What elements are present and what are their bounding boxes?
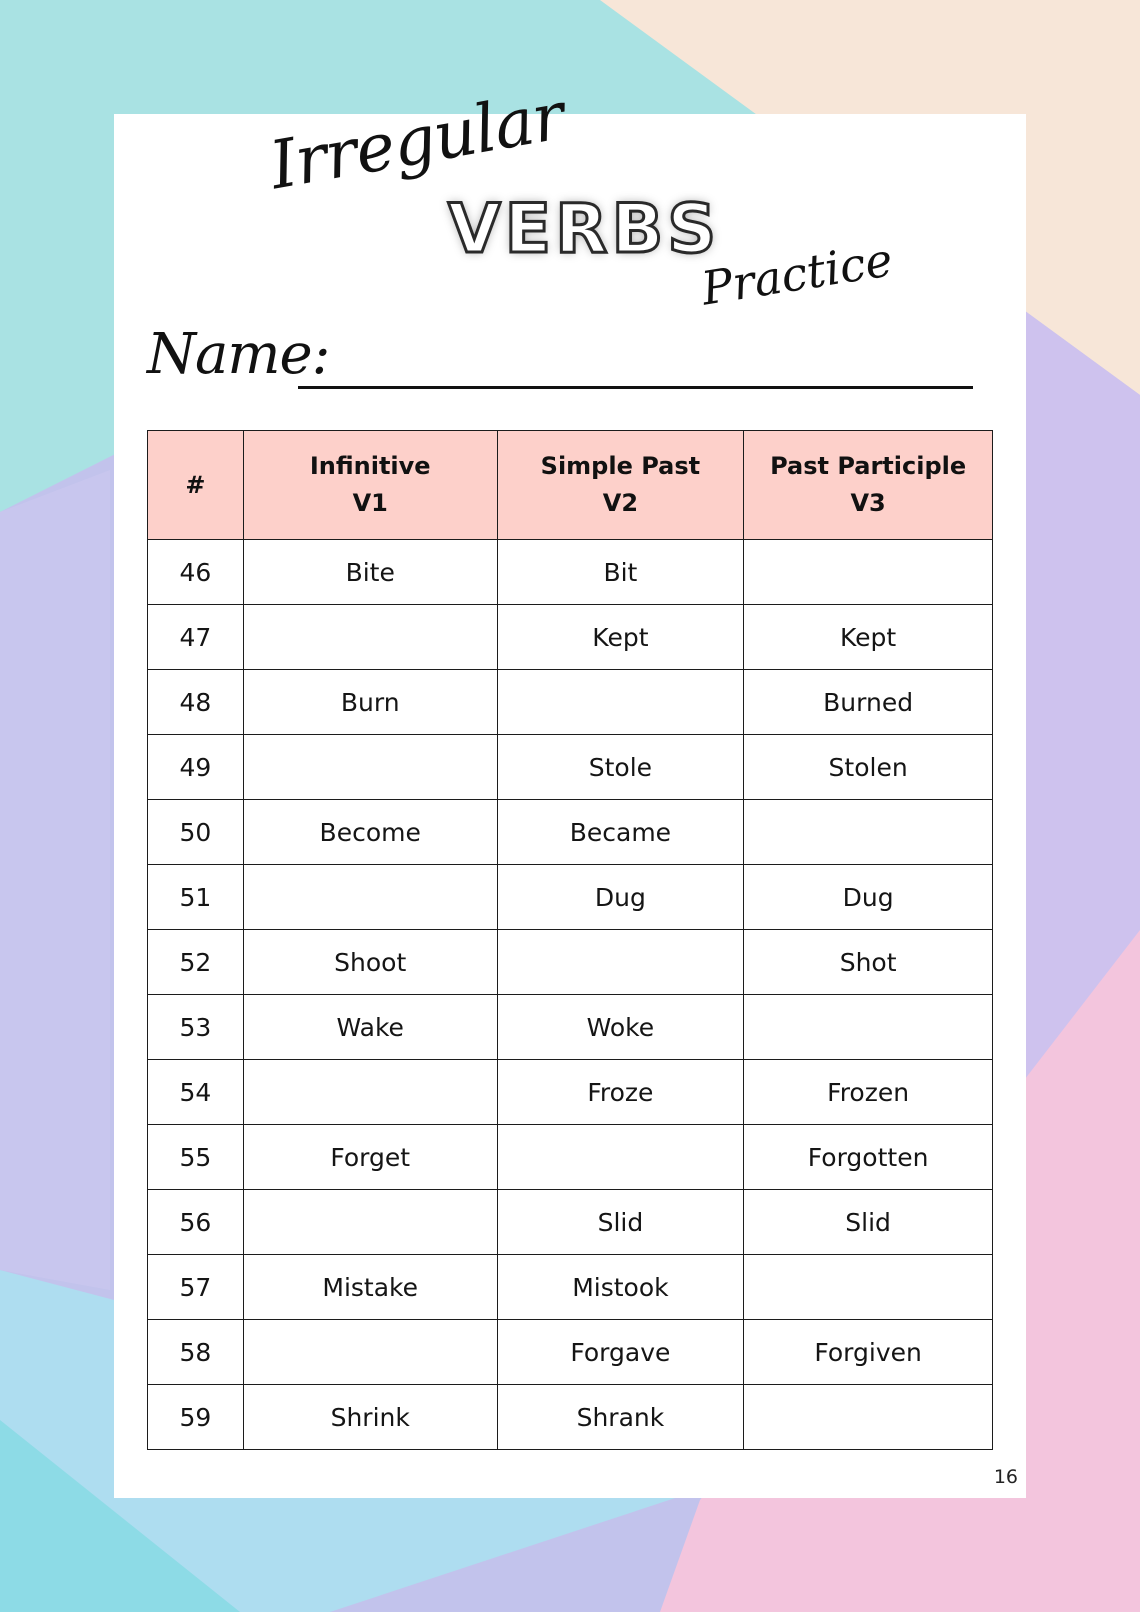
- cell-simple-past[interactable]: Stole: [497, 735, 744, 800]
- cell-number: 49: [148, 735, 244, 800]
- cell-past-participle[interactable]: Forgotten: [744, 1125, 993, 1190]
- cell-infinitive[interactable]: Shrink: [243, 1385, 497, 1450]
- cell-past-participle[interactable]: [744, 540, 993, 605]
- cell-simple-past[interactable]: [497, 670, 744, 735]
- cell-number: 52: [148, 930, 244, 995]
- table-header-row: [148, 431, 993, 540]
- cell-past-participle[interactable]: Kept: [744, 605, 993, 670]
- cell-past-participle[interactable]: [744, 995, 993, 1060]
- cell-past-participle[interactable]: Slid: [744, 1190, 993, 1255]
- cell-simple-past[interactable]: Slid: [497, 1190, 744, 1255]
- table-row: [148, 540, 993, 605]
- cell-number: 53: [148, 995, 244, 1060]
- cell-number: 59: [148, 1385, 244, 1450]
- cell-past-participle[interactable]: Dug: [744, 865, 993, 930]
- cell-past-participle[interactable]: Shot: [744, 930, 993, 995]
- cell-simple-past[interactable]: Shrank: [497, 1385, 744, 1450]
- cell-past-participle[interactable]: Burned: [744, 670, 993, 735]
- cell-simple-past[interactable]: Woke: [497, 995, 744, 1060]
- cell-infinitive[interactable]: Burn: [243, 670, 497, 735]
- cell-past-participle[interactable]: [744, 1255, 993, 1320]
- header-infinitive: Infinitive V1: [243, 431, 497, 540]
- worksheet-page: [114, 77, 1026, 1498]
- table-row: [148, 1385, 993, 1450]
- name-write-line: [298, 386, 973, 389]
- cell-past-participle[interactable]: [744, 800, 993, 865]
- cell-infinitive[interactable]: Become: [243, 800, 497, 865]
- cell-infinitive[interactable]: [243, 865, 497, 930]
- table-row: [148, 670, 993, 735]
- table-row: [148, 1320, 993, 1385]
- cell-number: 58: [148, 1320, 244, 1385]
- table-row: [148, 605, 993, 670]
- cell-past-participle[interactable]: Forgiven: [744, 1320, 993, 1385]
- table-row: [148, 865, 993, 930]
- cell-simple-past[interactable]: Dug: [497, 865, 744, 930]
- cell-simple-past[interactable]: [497, 1125, 744, 1190]
- name-label: Name:: [147, 322, 330, 387]
- cell-past-participle[interactable]: Frozen: [744, 1060, 993, 1125]
- page-number: 16: [993, 1466, 1018, 1488]
- cell-number: 55: [148, 1125, 244, 1190]
- cell-number: 50: [148, 800, 244, 865]
- cell-simple-past[interactable]: Forgave: [497, 1320, 744, 1385]
- cell-number: 47: [148, 605, 244, 670]
- cell-simple-past[interactable]: Became: [497, 800, 744, 865]
- cell-infinitive[interactable]: [243, 605, 497, 670]
- cell-infinitive[interactable]: Shoot: [243, 930, 497, 995]
- table-row: [148, 800, 993, 865]
- table-row: [148, 1255, 993, 1320]
- cell-simple-past[interactable]: Mistook: [497, 1255, 744, 1320]
- cell-number: 54: [148, 1060, 244, 1125]
- title-verbs: VERBS: [448, 190, 721, 269]
- cell-infinitive[interactable]: Bite: [243, 540, 497, 605]
- cell-number: 48: [148, 670, 244, 735]
- cell-number: 56: [148, 1190, 244, 1255]
- header-past-participle: Past Participle V3: [744, 431, 993, 540]
- cell-infinitive[interactable]: Mistake: [243, 1255, 497, 1320]
- irregular-verbs-table: [147, 430, 993, 1450]
- cell-infinitive[interactable]: Forget: [243, 1125, 497, 1190]
- cell-number: 57: [148, 1255, 244, 1320]
- table-row: [148, 1060, 993, 1125]
- title-irregular: Irregular: [264, 77, 570, 205]
- table-row: [148, 735, 993, 800]
- cell-simple-past[interactable]: Froze: [497, 1060, 744, 1125]
- table-row: [148, 930, 993, 995]
- cell-simple-past[interactable]: [497, 930, 744, 995]
- cell-infinitive[interactable]: Wake: [243, 995, 497, 1060]
- cell-number: 51: [148, 865, 244, 930]
- cell-past-participle[interactable]: [744, 1385, 993, 1450]
- header-simple-past: Simple Past V2: [497, 431, 744, 540]
- cell-infinitive[interactable]: [243, 735, 497, 800]
- title-practice: Practice: [697, 232, 897, 316]
- cell-number: 46: [148, 540, 244, 605]
- header-number: #: [148, 431, 244, 540]
- table-row: [148, 995, 993, 1060]
- cell-past-participle[interactable]: Stolen: [744, 735, 993, 800]
- cell-simple-past[interactable]: Kept: [497, 605, 744, 670]
- table-row: [148, 1125, 993, 1190]
- cell-infinitive[interactable]: [243, 1060, 497, 1125]
- table-row: [148, 1190, 993, 1255]
- cell-infinitive[interactable]: [243, 1320, 497, 1385]
- cell-infinitive[interactable]: [243, 1190, 497, 1255]
- cell-simple-past[interactable]: Bit: [497, 540, 744, 605]
